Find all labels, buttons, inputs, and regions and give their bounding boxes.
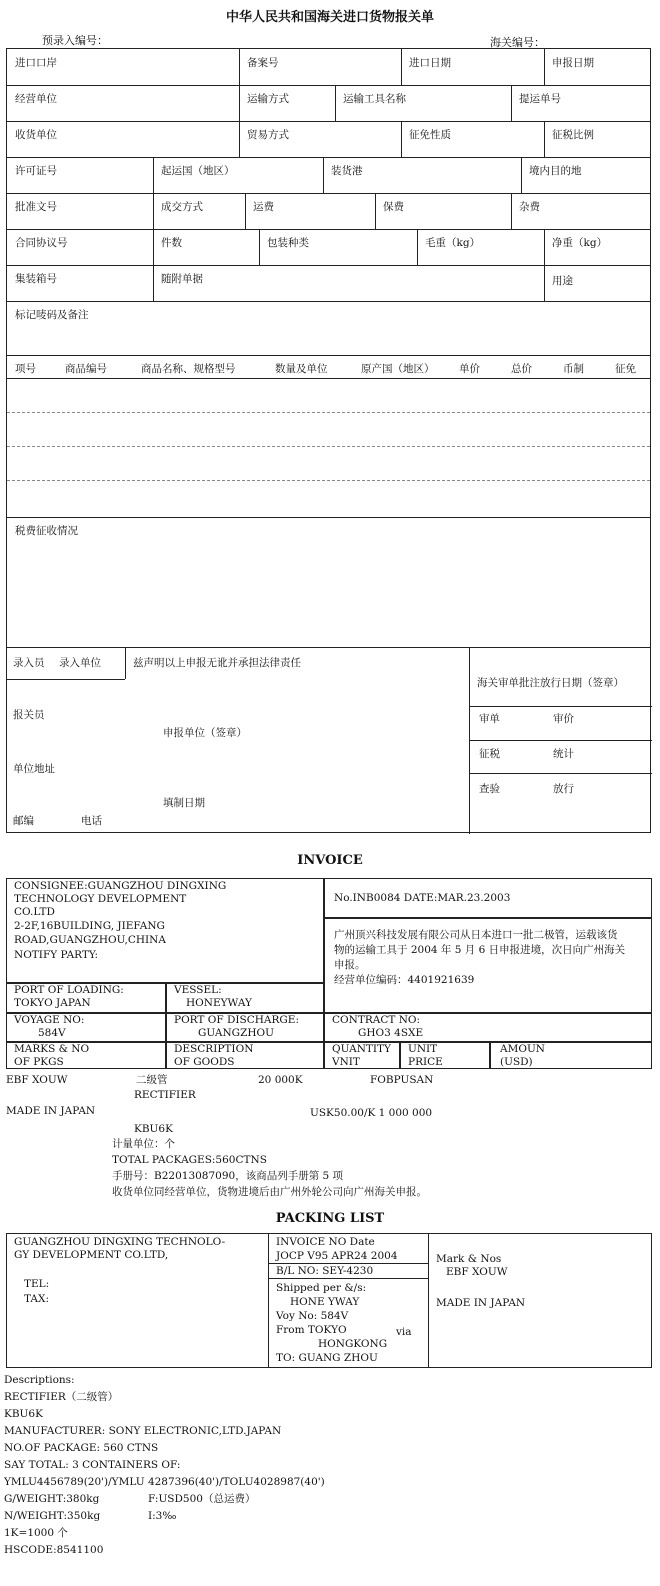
desc-line-1: Descriptions:	[4, 1374, 75, 1386]
contract-no-label: CONTRACT NO:	[332, 1014, 421, 1026]
voy-no: Voy No: 584V	[276, 1310, 349, 1322]
total-packages: TOTAL PACKAGES:560CTNS	[112, 1154, 267, 1166]
review-label: 审单	[479, 713, 500, 725]
bill-of-lading-label: 提运单号	[519, 93, 561, 105]
pieces-label: 件数	[161, 237, 182, 249]
desc-line-4: MANUFACTURER: SONY ELECTRONIC,LTD.JAPAN	[4, 1425, 282, 1437]
company-line-2: GY DEVELOPMENT CO.LTD,	[14, 1249, 169, 1261]
declare-date-label: 申报日期	[552, 57, 594, 69]
header-qty-1: QUANTITY	[332, 1043, 391, 1055]
tax-ratio-label: 征税比例	[552, 129, 594, 141]
gross-weight: G/WEIGHT:380kg	[4, 1493, 100, 1505]
consignee-line-2: TECHNOLOGY DEVELOPMENT	[14, 893, 187, 905]
form-grid	[6, 48, 651, 833]
shipped-per-label: Shipped per &/s:	[276, 1282, 367, 1294]
goods-header-exemption: 征免	[615, 363, 636, 375]
port-of-loading-label: PORT OF LOADING:	[14, 984, 124, 996]
taxation-label: 征税	[479, 748, 500, 760]
via-label: via	[396, 1326, 412, 1338]
jocp-value: JOCP V95 APR24 2004	[276, 1250, 398, 1262]
hscode: HSCODE:8541100	[4, 1544, 104, 1556]
attached-docs-label: 随附单据	[161, 273, 203, 285]
customs-approval-label: 海关审单批注放行日期（签章）	[477, 677, 624, 689]
fill-date-label: 填制日期	[163, 797, 205, 809]
exemption-nature-label: 征免性质	[409, 129, 451, 141]
broker-label: 报关员	[13, 709, 45, 721]
trade-terms: FOBPUSAN	[370, 1074, 434, 1086]
goods-header-total: 总价	[511, 363, 532, 375]
postcode-label: 邮编	[13, 815, 34, 827]
to-port: TO: GUANG ZHOU	[276, 1352, 378, 1364]
tax-label: TAX:	[24, 1293, 50, 1305]
marks-value: EBF XOUW	[446, 1266, 508, 1278]
goods-header-name: 商品名称、规格型号	[141, 363, 236, 375]
marks-value: EBF XOUW	[6, 1074, 68, 1086]
pre-entry-no-label: 预录入编号：	[42, 34, 108, 47]
desc-line-2: RECTIFIER（二级管）	[4, 1391, 119, 1403]
invoice-title: INVOICE	[297, 853, 363, 868]
voyage-no: 584V	[38, 1027, 66, 1039]
consignee-unit-label: 收货单位	[15, 129, 57, 141]
goods-header-qty: 数量及单位	[275, 363, 328, 375]
net-weight-label: 净重（kg）	[552, 237, 608, 249]
release-label: 放行	[553, 783, 574, 795]
desc-line-7: YMLU4456789(20')/YMLU 4287396(40')/TOLU4028987(40')	[4, 1476, 325, 1488]
unit-address-label: 单位地址	[13, 763, 55, 775]
usage-label: 用途	[552, 275, 573, 287]
inspection-label: 查验	[479, 783, 500, 795]
destination-label: 境内目的地	[529, 165, 582, 177]
from-port: From TOKYO	[276, 1324, 347, 1336]
declaration-statement: 兹声明以上申报无讹并承担法律责任	[133, 657, 301, 669]
manual-note: 手册号：B22013087090，该商品列手册第 5 项	[112, 1170, 344, 1182]
header-price-1: UNIT	[408, 1043, 438, 1055]
contract-no: GHO3 4SXE	[358, 1027, 424, 1039]
vessel-name: HONEYWAY	[186, 997, 252, 1009]
insurance-value: I:3‰	[148, 1510, 177, 1522]
header-desc-2: OF GOODS	[174, 1056, 235, 1068]
voyage-label: VOYAGE NO:	[14, 1014, 85, 1026]
license-no-label: 许可证号	[15, 165, 57, 177]
customs-no-label: 海关编号：	[490, 36, 545, 49]
consignee-line-5: ROAD,GUANGZHOU,CHINA	[14, 934, 166, 946]
header-desc-1: DESCRIPTION	[174, 1043, 254, 1055]
via-port: HONGKONG	[318, 1338, 388, 1350]
approval-no-label: 批准文号	[15, 201, 57, 213]
header-marks-1: MARKS & NO	[14, 1043, 90, 1055]
transport-vehicle-label: 运输工具名称	[343, 93, 406, 105]
port-of-discharge-label: PORT OF DISCHARGE:	[174, 1014, 299, 1026]
goods-header-code: 商品编号	[65, 363, 107, 375]
freight-value: F:USD500（总运费）	[148, 1493, 256, 1505]
k-note: 1K=1000 个	[4, 1527, 68, 1539]
packing-list-title: PACKING LIST	[275, 1211, 385, 1226]
remarks-label: 标记唛码及备注	[15, 309, 89, 321]
invoice-no-date: No.INB0084 DATE:MAR.23.2003	[334, 892, 511, 904]
desc-line-5: NO.OF PACKAGE: 560 CTNS	[4, 1442, 159, 1454]
origin-country-label: 起运国（地区）	[161, 165, 235, 177]
consignee-line-3: CO.LTD	[14, 906, 55, 918]
origin-value: MADE IN JAPAN	[6, 1105, 96, 1117]
desc-line-6: SAY TOTAL: 3 CONTAINERS OF:	[4, 1459, 181, 1471]
statistics-label: 统计	[553, 748, 574, 760]
entry-clerk-label: 录入员	[13, 657, 45, 669]
declaring-unit-label: 申报单位（签章）	[163, 727, 247, 739]
made-in-value: MADE IN JAPAN	[436, 1297, 526, 1309]
goods-cn: 二级管	[136, 1074, 168, 1086]
transport-mode-label: 运输方式	[247, 93, 289, 105]
goods-header-price: 单价	[459, 363, 480, 375]
bl-no: B/L NO: SEY-4230	[276, 1265, 374, 1277]
package-type-label: 包装种类	[267, 237, 309, 249]
entry-unit-label: 录入单位	[59, 657, 101, 669]
record-no-label: 备案号	[247, 57, 279, 69]
quantity-value: 20 000K	[258, 1074, 303, 1086]
invoice-section	[0, 845, 660, 1205]
header-amount-1: AMOUN	[500, 1043, 545, 1055]
entry-port-label: 进口口岸	[15, 57, 57, 69]
gross-weight-label: 毛重（kg）	[425, 237, 481, 249]
business-unit-label: 经营单位	[15, 93, 57, 105]
consignee-line-1: CONSIGNEE:GUANGZHOU DINGXING	[14, 880, 227, 892]
model-value: KBU6K	[134, 1123, 173, 1135]
marks-label: Mark & Nos	[436, 1253, 502, 1265]
contract-no-label: 合同协议号	[15, 237, 68, 249]
tax-info-label: 税费征收情况	[15, 525, 78, 537]
freight-label: 运费	[253, 201, 274, 213]
tel-label: TEL:	[24, 1278, 50, 1290]
goods-header-currency: 币制	[563, 363, 584, 375]
invoice-note-3: 申报。	[334, 959, 366, 971]
loading-port-label: 装货港	[331, 165, 363, 177]
agent-note: 收货单位同经营单位，货物进境后由广州外轮公司向广州海关申报。	[112, 1186, 427, 1198]
header-qty-2: VNIT	[332, 1056, 360, 1068]
invoice-note-1: 广州顶兴科技发展有限公司从日本进口一批二极管，运载该货	[334, 929, 618, 941]
container-no-label: 集装箱号	[15, 273, 57, 285]
invoice-note-2: 物的运输工具于 2004 年 5 月 6 日申报进境，次日向广州海关	[334, 944, 626, 956]
unit-note: 计量单位：个	[112, 1138, 175, 1150]
company-line-1: GUANGZHOU DINGXING TECHNOLO-	[14, 1236, 226, 1248]
port-of-discharge: GUANGZHOU	[198, 1027, 274, 1039]
packing-list-section	[0, 1205, 660, 1586]
transaction-mode-label: 成交方式	[161, 201, 203, 213]
vessel-label: VESSEL:	[174, 984, 222, 996]
phone-label: 电话	[81, 815, 102, 827]
port-of-loading: TOKYO JAPAN	[14, 997, 91, 1009]
form-title: 中华人民共和国海关进口货物报关单	[225, 10, 434, 25]
consignee-line-4: 2-2F,16BUILDING, JIEFANG	[14, 920, 165, 932]
price-amount-value: USK50.00/K 1 000 000	[310, 1107, 433, 1119]
header-amount-2: (USD)	[500, 1056, 533, 1068]
desc-line-3: KBU6K	[4, 1408, 43, 1420]
header-price-2: PRICE	[408, 1056, 443, 1068]
goods-header-item: 项号	[15, 363, 36, 375]
ship-name: HONE YWAY	[290, 1296, 360, 1308]
misc-fee-label: 杂费	[519, 201, 540, 213]
trade-mode-label: 贸易方式	[247, 129, 289, 141]
import-date-label: 进口日期	[409, 57, 451, 69]
net-weight: N/WEIGHT:350kg	[4, 1510, 101, 1522]
invoice-no-date-label: INVOICE NO Date	[276, 1236, 375, 1248]
header-marks-2: OF PKGS	[14, 1056, 64, 1068]
invoice-note-4: 经营单位编码：4401921639	[334, 974, 475, 986]
insurance-label: 保费	[383, 201, 404, 213]
notify-party: NOTIFY PARTY:	[14, 949, 99, 961]
pricing-label: 审价	[553, 713, 574, 725]
goods-header-origin: 原产国（地区）	[361, 363, 435, 375]
goods-en: RECTIFIER	[134, 1089, 196, 1101]
